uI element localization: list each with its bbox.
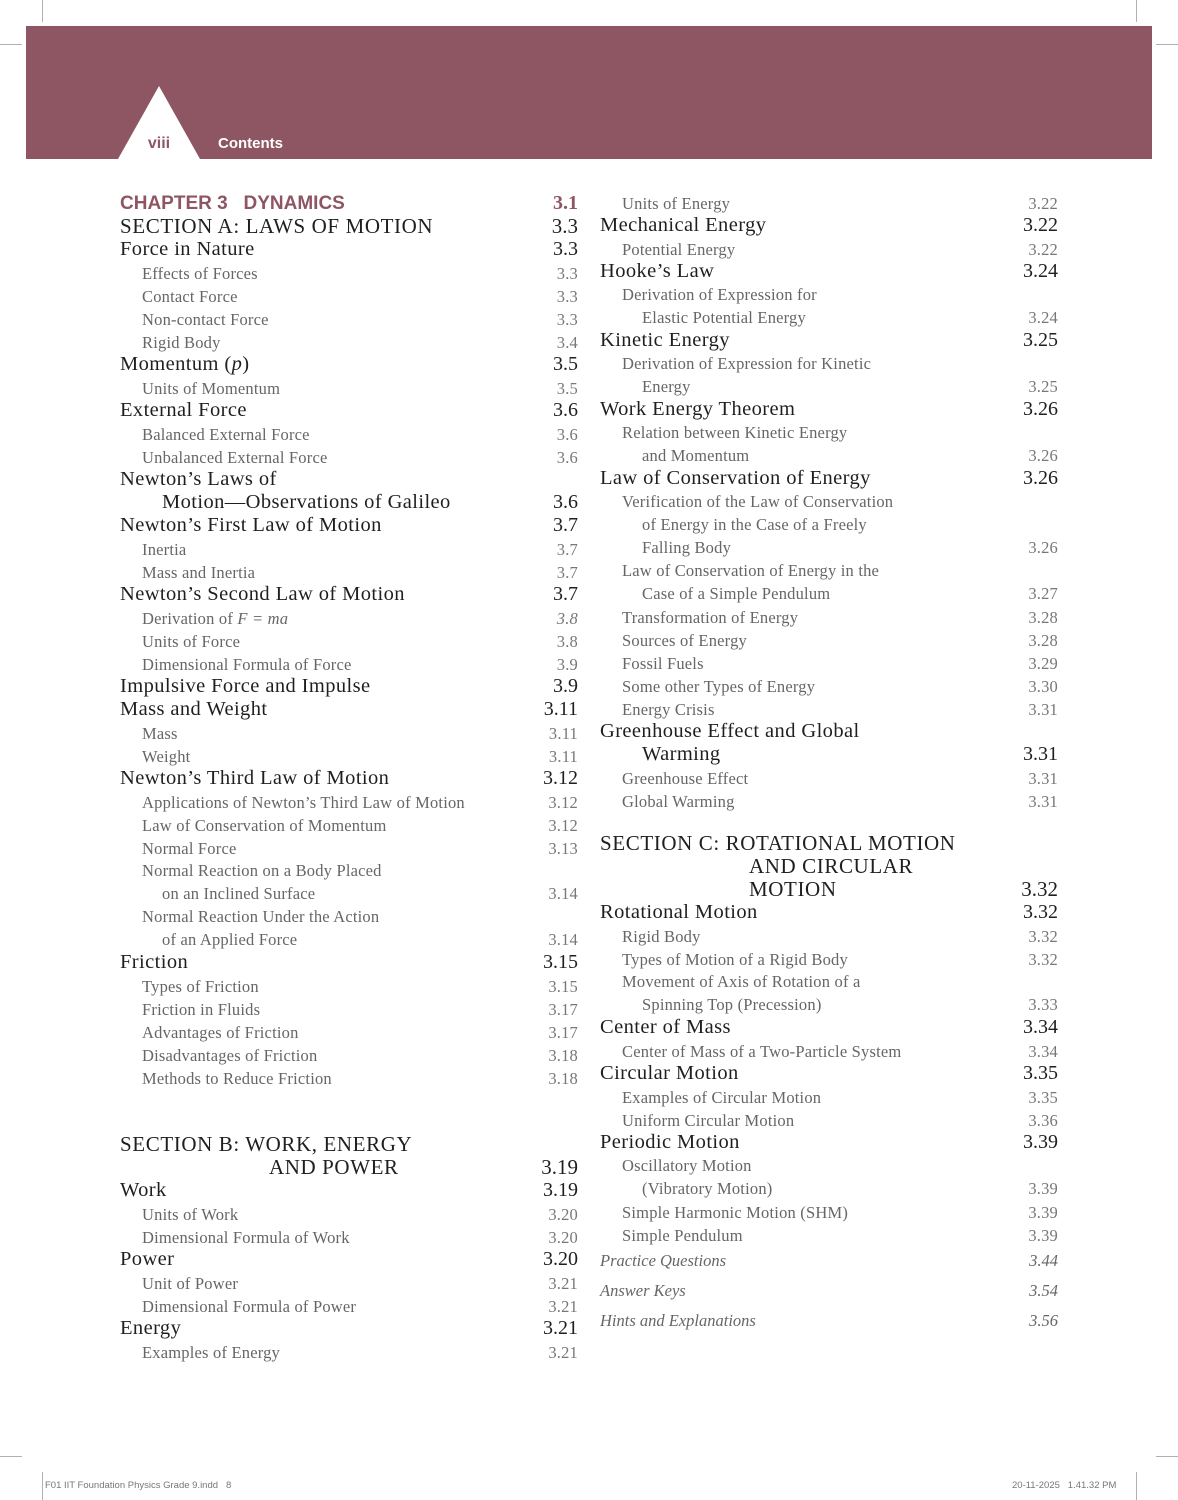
toc-entry-title: Newton’s Third Law of Motion <box>120 767 390 789</box>
toc-entry-title: Rotational Motion <box>600 901 758 923</box>
toc-page: 3.20 <box>548 1228 578 1247</box>
toc-page: 3.18 <box>548 1069 578 1088</box>
toc-hints-explanations[interactable] <box>600 1306 1058 1336</box>
toc-page: 3.11 <box>543 698 578 720</box>
toc-subentry[interactable] <box>120 445 578 468</box>
toc-entry-title: Energy Crisis <box>622 700 715 719</box>
toc-entry-title: Work Energy Theorem <box>600 398 796 420</box>
toc-entry-title: Dimensional Formula of Power <box>142 1297 357 1316</box>
toc-page: 3.17 <box>548 1000 578 1019</box>
toc-entry-title: Hooke’s Law <box>600 260 715 282</box>
toc-subentry[interactable] <box>120 1225 578 1248</box>
toc-entry[interactable] <box>120 583 578 606</box>
toc-subentry[interactable] <box>120 307 578 330</box>
toc-entry-title: Normal Force <box>142 839 237 858</box>
toc-subentry[interactable] <box>600 766 1058 789</box>
toc-entry-title: Greenhouse Effect <box>622 769 749 788</box>
toc-entry-title: Some other Types of Energy <box>622 677 816 696</box>
toc-page: 3.17 <box>548 1023 578 1042</box>
toc-page: 3.12 <box>543 767 578 789</box>
toc-page: 3.6 <box>556 448 578 467</box>
toc-subentry[interactable] <box>120 1066 578 1089</box>
toc-page: 3.7 <box>553 514 578 536</box>
toc-page: 3.30 <box>1028 677 1058 696</box>
crop-mark <box>1156 44 1178 45</box>
toc-subentry[interactable] <box>600 947 1058 970</box>
toc-entry-title: Advantages of Friction <box>142 1023 299 1042</box>
toc-entry-title: Hints and Explanations <box>600 1311 756 1330</box>
toc-entry[interactable] <box>600 1062 1058 1085</box>
toc-practice-questions[interactable] <box>600 1246 1058 1276</box>
toc-page: 3.39 <box>1028 1179 1058 1198</box>
toc-page: 3.4 <box>556 333 578 352</box>
toc-entry-title: Practice Questions <box>600 1251 727 1270</box>
toc-page: 3.54 <box>1029 1281 1058 1300</box>
toc-entry[interactable] <box>120 238 578 261</box>
toc-subentry[interactable] <box>600 651 1058 674</box>
toc-entry-title: Methods to Reduce Friction <box>142 1069 332 1088</box>
toc-page: 3.3 <box>556 287 578 306</box>
toc-entry[interactable] <box>120 767 578 790</box>
toc-page: 3.15 <box>548 977 578 996</box>
toc-entry-title: Movement of Axis of Rotation of a Spinning Top (Precession) <box>622 972 861 1014</box>
toc-entry-title: Examples of Energy <box>142 1343 281 1362</box>
toc-entry-title: Newton’s Laws of Motion—Observations of Galileo <box>120 468 451 513</box>
toc-page: 3.3 <box>551 214 578 238</box>
toc-entry[interactable] <box>600 901 1058 924</box>
toc-page: 3.6 <box>553 399 578 421</box>
toc-page: 3.21 <box>548 1343 578 1362</box>
toc-page: 3.22 <box>1028 240 1058 259</box>
toc-entry[interactable] <box>120 675 578 698</box>
toc-page: 3.3 <box>556 310 578 329</box>
toc-subentry[interactable] <box>120 629 578 652</box>
toc-page: 3.6 <box>556 425 578 444</box>
toc-page: 3.7 <box>556 540 578 559</box>
toc-entry-title: Power <box>120 1248 175 1270</box>
toc-section-title: SECTION B: WORK, ENERGY AND POWER <box>120 1132 413 1179</box>
toc-entry[interactable] <box>600 1131 1058 1154</box>
toc-page: 3.8 <box>556 609 578 628</box>
toc-entry-title: Greenhouse Effect and Global Warming <box>600 720 860 765</box>
toc-entry-title: Potential Energy <box>622 240 736 259</box>
toc-entry-title: Answer Keys <box>600 1281 686 1300</box>
toc-subentry[interactable] <box>120 1340 578 1363</box>
toc-page: 3.56 <box>1029 1311 1058 1330</box>
toc-page: 3.39 <box>1028 1203 1058 1222</box>
toc-entry-title: Relation between Kinetic Energy and Momentum <box>622 423 848 465</box>
spacer <box>600 812 1058 832</box>
toc-page: 3.20 <box>548 1205 578 1224</box>
toc-page: 3.19 <box>541 1155 578 1179</box>
toc-entry-title: Newton’s Second Law of Motion <box>120 583 405 605</box>
toc-subentry[interactable] <box>600 970 1058 1016</box>
toc-page: 3.21 <box>548 1274 578 1293</box>
toc-page: 3.8 <box>556 632 578 651</box>
toc-entry-title: Simple Pendulum <box>622 1226 743 1245</box>
toc-page: 3.13 <box>548 839 578 858</box>
toc-subentry[interactable] <box>120 330 578 353</box>
toc-page: 3.3 <box>553 238 578 260</box>
toc-entry-title: Law of Conservation of Energy in the Case of a Simple Pendulum <box>622 561 880 603</box>
toc-entry-title: Newton’s First Law of Motion <box>120 514 382 536</box>
toc-subentry[interactable] <box>600 1085 1058 1108</box>
toc-subentry[interactable] <box>600 1200 1058 1223</box>
toc-section-title: SECTION C: ROTATIONAL MOTION AND CIRCULAR MOTION <box>600 831 956 901</box>
toc-entry[interactable] <box>120 399 578 422</box>
toc-page: 3.26 <box>1028 446 1058 465</box>
toc-entry-title: Contact Force <box>142 287 238 306</box>
toc-entry-title: Non-contact Force <box>142 310 269 329</box>
toc-page: 3.22 <box>1023 214 1058 236</box>
toc-entry-title: Derivation of Expression for Elastic Potential Energy <box>622 285 817 327</box>
toc-entry-title: Fossil Fuels <box>622 654 704 673</box>
toc-entry-title: Kinetic Energy <box>600 329 730 351</box>
toc-page: 3.31 <box>1023 743 1058 765</box>
toc-subentry[interactable] <box>600 1223 1058 1246</box>
toc-entry-title: Circular Motion <box>600 1062 739 1084</box>
toc-entry[interactable] <box>120 1317 578 1340</box>
footer-file-info: F01 IIT Foundation Physics Grade 9.indd 8 <box>45 1480 232 1491</box>
toc-subentry[interactable] <box>120 284 578 307</box>
toc-entry[interactable] <box>120 1248 578 1271</box>
toc-subentry[interactable] <box>600 559 1058 605</box>
toc-entry[interactable] <box>120 353 578 376</box>
toc-page: 3.7 <box>556 563 578 582</box>
toc-page: 3.31 <box>1028 792 1058 811</box>
toc-section[interactable] <box>120 1133 578 1179</box>
toc-subentry[interactable] <box>600 789 1058 812</box>
toc-subentry[interactable] <box>120 1294 578 1317</box>
spacer <box>120 1089 578 1133</box>
toc-chapter-title: CHAPTER 3 DYNAMICS <box>120 193 345 214</box>
toc-subentry[interactable] <box>120 836 578 859</box>
toc-subentry[interactable] <box>120 1020 578 1043</box>
crop-mark <box>1156 1456 1178 1457</box>
toc-page: 3.11 <box>548 724 578 743</box>
toc-page: 3.31 <box>1028 769 1058 788</box>
toc-subentry[interactable] <box>600 605 1058 628</box>
toc-entry-title: Mass and Inertia <box>142 563 256 582</box>
toc-section-title: SECTION A: LAWS OF MOTION <box>120 214 434 238</box>
toc-page: 3.26 <box>1023 467 1058 489</box>
toc-entry-title: Law of Conservation of Energy <box>600 467 871 489</box>
toc-entry[interactable] <box>600 260 1058 283</box>
toc-page: 3.34 <box>1028 1042 1058 1061</box>
toc-entry-title: Impulsive Force and Impulse <box>120 675 371 697</box>
footer-timestamp: 20-11-2025 1.41.32 PM <box>1012 1480 1117 1491</box>
crop-mark <box>1136 1472 1137 1500</box>
header-title: Contents <box>218 135 283 152</box>
page-number: viii <box>147 135 171 152</box>
toc-entry[interactable] <box>600 398 1058 421</box>
toc-entry-title: Work <box>120 1179 167 1201</box>
toc-entry[interactable] <box>600 329 1058 352</box>
crop-mark <box>42 1472 43 1500</box>
toc-page: 3.6 <box>553 491 578 513</box>
toc-entry[interactable] <box>120 468 578 514</box>
crop-mark <box>42 0 43 22</box>
toc-subentry[interactable] <box>120 422 578 445</box>
toc-subentry[interactable] <box>120 606 578 629</box>
toc-page: 3.28 <box>1028 631 1058 650</box>
toc-subentry[interactable] <box>120 1202 578 1225</box>
toc-entry-title: Disadvantages of Friction <box>142 1046 318 1065</box>
toc-subentry[interactable] <box>120 974 578 997</box>
toc-subentry[interactable] <box>600 1108 1058 1131</box>
toc-page: 3.39 <box>1028 1226 1058 1245</box>
toc-entry-title: Examples of Circular Motion <box>622 1088 822 1107</box>
toc-entry-title: Dimensional Formula of Force <box>142 655 352 674</box>
toc-entry-title: Sources of Energy <box>622 631 747 650</box>
toc-entry-title: Balanced External Force <box>142 425 310 444</box>
toc-entry-title: Verification of the Law of Conservation of Energy in the Case of a Freely Falling Body <box>622 492 894 557</box>
toc-page: 3.24 <box>1023 260 1058 282</box>
toc-page: 3.5 <box>553 353 578 375</box>
toc-page: 3.18 <box>548 1046 578 1065</box>
toc-subentry[interactable] <box>120 537 578 560</box>
toc-page: 3.14 <box>548 884 578 903</box>
toc-page: 3.1 <box>553 192 578 214</box>
toc-subentry[interactable] <box>120 905 578 951</box>
toc-entry-title: Units of Work <box>142 1205 239 1224</box>
toc-page: 3.29 <box>1028 654 1058 673</box>
toc-subentry[interactable] <box>600 490 1058 559</box>
toc-page: 3.5 <box>556 379 578 398</box>
toc-page: 3.21 <box>548 1297 578 1316</box>
toc-entry[interactable] <box>600 467 1058 490</box>
toc-page: 3.26 <box>1023 398 1058 420</box>
toc-entry-title: Center of Mass <box>600 1016 731 1038</box>
toc-subentry[interactable] <box>120 261 578 284</box>
toc-subentry[interactable] <box>600 628 1058 651</box>
toc-entry[interactable] <box>600 720 1058 766</box>
toc-entry-title: Mass <box>142 724 178 743</box>
toc-entry-title: Derivation of F = ma <box>142 609 289 628</box>
toc-page: 3.3 <box>556 264 578 283</box>
toc-subentry[interactable] <box>120 859 578 905</box>
toc-entry-title: Normal Reaction on a Body Placed on an Inclined Surface <box>142 861 382 903</box>
toc-entry[interactable] <box>120 1179 578 1202</box>
toc-entry-title: Friction in Fluids <box>142 1000 261 1019</box>
toc-subentry[interactable] <box>120 652 578 675</box>
toc-page: 3.27 <box>1028 584 1058 603</box>
toc-page: 3.36 <box>1028 1111 1058 1130</box>
toc-entry-title: Unit of Power <box>142 1274 239 1293</box>
toc-entry-title: Global Warming <box>622 792 735 811</box>
toc-subentry[interactable] <box>120 744 578 767</box>
toc-entry-title: Periodic Motion <box>600 1131 740 1153</box>
toc-entry[interactable] <box>600 1016 1058 1039</box>
toc-subentry[interactable] <box>120 560 578 583</box>
toc-page: 3.33 <box>1028 995 1058 1014</box>
toc-page: 3.32 <box>1028 950 1058 969</box>
crop-mark <box>1136 0 1137 22</box>
crop-mark <box>0 1456 22 1457</box>
toc-page: 3.25 <box>1028 377 1058 396</box>
toc-subentry[interactable] <box>600 421 1058 467</box>
toc-entry-title: Normal Reaction Under the Action of an Applied Force <box>142 907 380 949</box>
toc-page: 3.21 <box>543 1317 578 1339</box>
toc-entry-title: Energy <box>120 1317 182 1339</box>
toc-page: 3.28 <box>1028 608 1058 627</box>
toc-entry-title: Types of Motion of a Rigid Body <box>622 950 848 969</box>
toc-subentry[interactable] <box>120 721 578 744</box>
toc-subentry[interactable] <box>120 997 578 1020</box>
toc-subentry[interactable] <box>600 191 1058 214</box>
toc-entry-title: Uniform Circular Motion <box>622 1111 795 1130</box>
toc-entry-title: External Force <box>120 399 247 421</box>
toc-page: 3.32 <box>1023 901 1058 923</box>
toc-entry-title: Friction <box>120 951 189 973</box>
toc-subentry[interactable] <box>120 1271 578 1294</box>
toc-entry-title: Rigid Body <box>622 927 701 946</box>
toc-page: 3.9 <box>556 655 578 674</box>
toc-page: 3.34 <box>1023 1016 1058 1038</box>
toc-entry-title: Units of Energy <box>622 194 731 213</box>
toc-entry-title: Rigid Body <box>142 333 221 352</box>
toc-answer-keys[interactable] <box>600 1276 1058 1306</box>
toc-page: 3.7 <box>553 583 578 605</box>
toc-subentry[interactable] <box>120 376 578 399</box>
toc-entry-title: Effects of Forces <box>142 264 258 283</box>
toc-entry-title: Types of Friction <box>142 977 259 996</box>
toc-page: 3.14 <box>548 930 578 949</box>
toc-page: 3.12 <box>548 816 578 835</box>
toc-page: 3.31 <box>1028 700 1058 719</box>
toc-entry[interactable] <box>120 951 578 974</box>
toc-entry-title: Mechanical Energy <box>600 214 767 236</box>
toc-entry-title: Mass and Weight <box>120 698 268 720</box>
toc-entry-title: Inertia <box>142 540 187 559</box>
toc-subentry[interactable] <box>600 237 1058 260</box>
toc-entry-title: Dimensional Formula of Work <box>142 1228 350 1247</box>
toc-section[interactable] <box>600 832 1058 901</box>
toc-page: 3.32 <box>1021 877 1058 901</box>
toc-subentry[interactable] <box>600 283 1058 329</box>
toc-entry-title: Units of Momentum <box>142 379 281 398</box>
toc-entry[interactable] <box>120 514 578 537</box>
toc-page: 3.26 <box>1028 538 1058 557</box>
toc-entry-title: Oscillatory Motion (Vibratory Motion) <box>622 1156 773 1198</box>
toc-entry-title: Weight <box>142 747 191 766</box>
toc-entry-title: Derivation of Expression for Kinetic Energy <box>622 354 872 396</box>
toc-page: 3.24 <box>1028 308 1058 327</box>
toc-entry-title: Simple Harmonic Motion (SHM) <box>622 1203 849 1222</box>
toc-subentry[interactable] <box>120 1043 578 1066</box>
toc-page: 3.9 <box>553 675 578 697</box>
toc-chapter[interactable] <box>120 191 578 215</box>
toc-page: 3.35 <box>1028 1088 1058 1107</box>
toc-page: 3.35 <box>1023 1062 1058 1084</box>
crop-mark <box>0 44 22 45</box>
toc-subentry[interactable] <box>600 1039 1058 1062</box>
toc-subentry[interactable] <box>600 352 1058 398</box>
toc-subentry[interactable] <box>600 697 1058 720</box>
toc-section[interactable] <box>120 215 578 238</box>
toc-page: 3.11 <box>548 747 578 766</box>
toc-entry-title: Transformation of Energy <box>622 608 799 627</box>
toc-entry-title: Law of Conservation of Momentum <box>142 816 387 835</box>
toc-entry-title: Units of Force <box>142 632 241 651</box>
toc-subentry[interactable] <box>600 1154 1058 1200</box>
toc-page: 3.44 <box>1029 1251 1058 1270</box>
toc-entry-title: Momentum (p) <box>120 353 250 375</box>
toc-page: 3.19 <box>543 1179 578 1201</box>
toc-page: 3.39 <box>1023 1131 1058 1153</box>
toc-page: 3.12 <box>548 793 578 812</box>
toc-subentry[interactable] <box>600 924 1058 947</box>
toc-left-column <box>120 191 578 1363</box>
toc-page: 3.32 <box>1028 927 1058 946</box>
toc-entry[interactable] <box>120 698 578 721</box>
toc-entry-title: Force in Nature <box>120 238 255 260</box>
toc-entry[interactable] <box>600 214 1058 237</box>
toc-right-column <box>600 191 1058 1336</box>
toc-entry-title: Center of Mass of a Two-Particle System <box>622 1042 902 1061</box>
toc-subentry[interactable] <box>120 790 578 813</box>
toc-subentry[interactable] <box>120 813 578 836</box>
toc-page: 3.25 <box>1023 329 1058 351</box>
toc-page: 3.15 <box>543 951 578 973</box>
toc-entry-title: Applications of Newton’s Third Law of Motion <box>142 793 465 812</box>
toc-page: 3.22 <box>1028 194 1058 213</box>
toc-subentry[interactable] <box>600 674 1058 697</box>
toc-entry-title: Unbalanced External Force <box>142 448 328 467</box>
toc-page: 3.20 <box>543 1248 578 1270</box>
